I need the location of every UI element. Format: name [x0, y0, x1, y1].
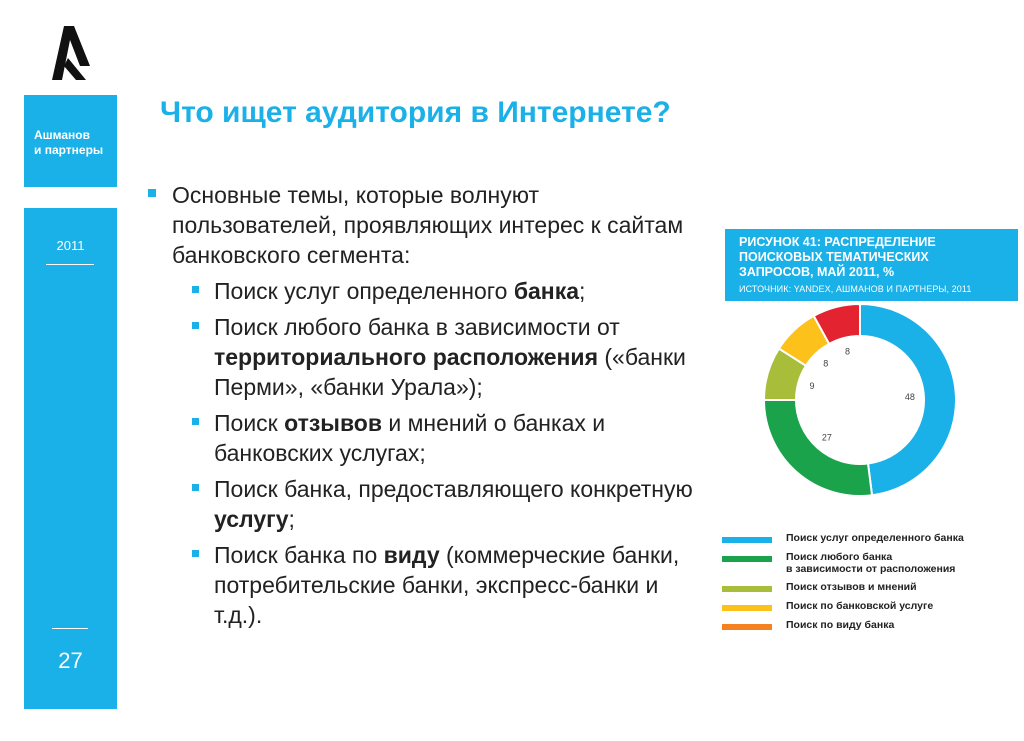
figure-source: ИСТОЧНИК: YANDEX, АШМАНОВ И ПАРТНЕРЫ, 2011 — [739, 284, 972, 294]
legend-item — [722, 532, 1022, 549]
legend-item — [722, 551, 1022, 579]
divider — [52, 628, 88, 629]
bullet-icon — [192, 286, 199, 293]
intro-bullet — [148, 180, 708, 270]
figure-title: РИСУНОК 41: РАСПРЕДЕЛЕНИЕ ПОИСКОВЫХ ТЕМАТИЧЕСКИХ ЗАПРОСОВ, МАЙ 2011, % — [739, 235, 936, 279]
legend-label: Поиск отзывов и мнений — [786, 581, 917, 593]
side-bar — [24, 208, 117, 709]
legend-swatch — [722, 556, 772, 562]
legend-swatch — [722, 605, 772, 611]
figure-header — [725, 229, 1018, 301]
year-label: 2011 — [56, 238, 85, 253]
legend-swatch — [722, 624, 772, 630]
slice-value-label: 8 — [845, 346, 851, 357]
legend-label: Поиск любого банка в зависимости от расположения — [786, 551, 956, 575]
company-logo-icon — [46, 22, 94, 82]
legend-swatch — [722, 586, 772, 592]
topic-list — [192, 276, 708, 630]
legend-swatch — [722, 537, 772, 543]
slice-value-label: 9 — [809, 381, 815, 392]
legend-label: Поиск по виду банка — [786, 619, 895, 631]
bullet-icon — [192, 322, 199, 329]
divider — [46, 264, 94, 265]
bullet-icon — [148, 189, 156, 197]
bullet-icon — [192, 484, 199, 491]
chart-legend — [722, 532, 1022, 638]
list-item: Поиск любого банка в зависимости от территориального расположения («банки Перми», «банки Урала»); — [192, 312, 708, 402]
donut-slice — [764, 400, 872, 496]
legend-label: Поиск услуг определенного банка — [786, 532, 964, 544]
slide-title: Что ищет аудитория в Интернете? — [160, 96, 671, 129]
list-item: Поиск банка по виду (коммерческие банки, потребительские банки, экспресс-банки и т.д.). — [192, 540, 708, 630]
legend-item — [722, 581, 1022, 598]
legend-item — [722, 600, 1022, 617]
donut-chart — [740, 300, 980, 500]
bullet-icon — [192, 418, 199, 425]
legend-label: Поиск по банковской услуге — [786, 600, 934, 612]
slice-value-label: 48 — [904, 391, 915, 402]
page-number: 27 — [58, 648, 83, 673]
slice-value-label: 27 — [821, 432, 832, 443]
content-body — [148, 180, 708, 636]
bullet-icon — [192, 550, 199, 557]
intro-text: Основные темы, которые волнуют пользователей, проявляющих интерес к сайтам банковского сегмента: — [172, 182, 684, 268]
list-item: Поиск отзывов и мнений о банках и банковских услугах; — [192, 408, 708, 468]
brand-box — [24, 95, 117, 187]
list-item: Поиск услуг определенного банка; — [192, 276, 708, 306]
brand-name: Ашманов и партнеры — [34, 128, 104, 157]
list-item: Поиск банка, предоставляющего конкретную услугу; — [192, 474, 708, 534]
slice-value-label: 8 — [823, 358, 829, 369]
legend-item — [722, 619, 1022, 636]
